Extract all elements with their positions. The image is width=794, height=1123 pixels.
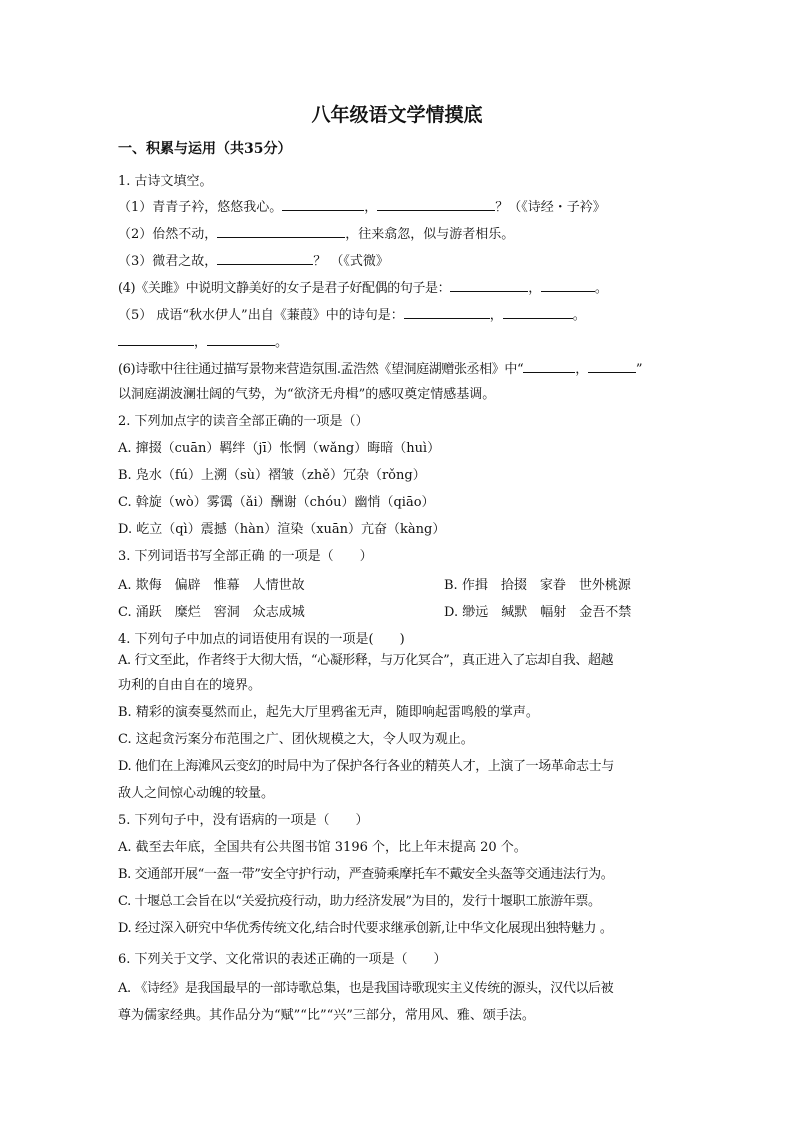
q2-option-b[interactable]: B. 凫水（fú）上溯（sù）褶皱（zhě）冗杂（rǒng） xyxy=(118,468,426,483)
q1-text: ， xyxy=(489,308,503,323)
page-title: 八年级语文学情摸底 xyxy=(311,104,483,126)
q1-text: ， xyxy=(194,335,208,350)
q1-text: ，往来翕忽，似与游者相乐。 xyxy=(345,227,515,242)
q1-text: （1）青青子衿，悠悠我心。 xyxy=(118,200,283,215)
answer-blank[interactable] xyxy=(377,197,495,211)
answer-blank[interactable] xyxy=(450,278,528,292)
q4-option-d[interactable]: D. 他们在上海滩风云变幻的时局中为了保护各行各业的精英人才，上演了一场革命志士与 xyxy=(118,759,614,774)
q1-text: ， xyxy=(528,281,541,296)
q1-line-5 xyxy=(118,305,586,325)
question-2-stem: 2. 下列加点字的读音全部正确的一项是（） xyxy=(118,414,369,429)
q5-option-d[interactable]: D. 经过深入研究中华优秀传统文化,结合时代要求继承创新,让中华文化展现出独特魅力 。 xyxy=(118,921,613,936)
q1-line-4 xyxy=(118,278,607,298)
q2-option-c[interactable]: C. 斡旋（wò）雾霭（ǎi）酬谢（chóu）幽悄（qiāo） xyxy=(118,495,435,510)
q1-line-6b: 以洞庭湖波澜壮阔的气势，为“欲济无舟楫”的感叹奠定情感基调。 xyxy=(118,387,496,402)
answer-blank[interactable] xyxy=(282,197,364,211)
q1-text: ， xyxy=(575,362,588,377)
q1-text: 。 xyxy=(572,308,586,323)
q1-text: (6)诗歌中往往通过描写景物来营造氛围.孟浩然《望洞庭湖赠张丞相》中“ xyxy=(118,362,524,377)
q3-option-c[interactable]: C. 涌跃 糜烂 窖洞 众志成城 xyxy=(118,605,305,620)
q5-option-c[interactable]: C. 十堰总工会旨在以“关爱抗疫行动，助力经济发展”为目的，发行十堰职工旅游年票。 xyxy=(118,894,601,909)
q1-line-5b xyxy=(118,332,288,352)
q3-option-b[interactable]: B. 作揖 拾掇 家眷 世外桃源 xyxy=(444,578,631,593)
question-4-stem: 4. 下列句子中加点的词语使用有误的一项是( ) xyxy=(118,632,405,647)
answer-blank[interactable] xyxy=(217,224,345,238)
q2-option-d[interactable]: D. 屹立（qì）震撼（hàn）渲染（xuān）亢奋（kàng） xyxy=(118,522,446,537)
q4-option-a-cont: 功利的自由自在的境界。 xyxy=(118,678,262,693)
question-6-stem: 6. 下列关于文学、文化常识的表述正确的一项是（ ） xyxy=(118,952,447,967)
q5-option-a[interactable]: A. 截至去年底，全国共有公共图书馆 3196 个，比上年末提高 20 个。 xyxy=(118,840,527,855)
q1-text: （2）佁然不动， xyxy=(118,227,218,242)
q1-line-6 xyxy=(118,359,642,379)
question-5-stem: 5. 下列句子中，没有语病的一项是（ ） xyxy=(118,813,369,828)
q6-option-a-cont: 尊为儒家经典。其作品分为“赋”“比”“兴”三部分，常用风、雅、颂手法。 xyxy=(118,1008,535,1023)
q1-text: ， xyxy=(364,200,378,215)
q4-option-c[interactable]: C. 这起贪污案分布范围之广、团伙规模之大，令人叹为观止。 xyxy=(118,732,474,747)
answer-blank[interactable] xyxy=(207,332,275,346)
answer-blank[interactable] xyxy=(523,359,575,373)
q2-option-a[interactable]: A. 撺掇（cuān）羁绊（jī）怅惘（wǎng）晦暗（huì） xyxy=(118,441,441,456)
answer-blank[interactable] xyxy=(541,278,595,292)
q4-option-a[interactable]: A. 行文至此，作者终于大彻大悟，“心凝形释，与万化冥合”，真正进入了忘却自我、超越 xyxy=(118,653,614,668)
q1-text: ？ （《式微》 xyxy=(313,254,389,269)
section-heading: 一、积累与运用（共35分） xyxy=(118,141,292,157)
answer-blank[interactable] xyxy=(217,251,313,265)
answer-blank[interactable] xyxy=(588,359,636,373)
answer-blank[interactable] xyxy=(118,332,194,346)
q1-line-1 xyxy=(118,197,606,217)
q3-option-a[interactable]: A. 欺侮 偏辟 惟幕 人情世故 xyxy=(118,578,305,593)
q5-option-b[interactable]: B. 交通部开展“一盔一带”安全守护行动，严查骑乘摩托车不戴安全头盔等交通违法行为。 xyxy=(118,867,614,882)
q1-line-2 xyxy=(118,224,514,244)
q1-text: 。 xyxy=(594,281,608,296)
answer-blank[interactable] xyxy=(404,305,490,319)
q1-line-3 xyxy=(118,251,389,271)
q4-option-b[interactable]: B. 精彩的演奏戛然而止，起先大厅里鸦雀无声，随即响起雷鸣般的掌声。 xyxy=(118,705,539,720)
question-1-stem: 1. 古诗文填空。 xyxy=(118,174,213,189)
q3-option-d[interactable]: D. 缈远 缄默 幅射 金吾不禁 xyxy=(444,605,632,620)
q1-text: （3）微君之故， xyxy=(118,254,218,269)
q1-text: 。 xyxy=(275,335,289,350)
q6-option-a[interactable]: A. 《诗经》是我国最早的一部诗歌总集，也是我国诗歌现实主义传统的源头，汉代以后被 xyxy=(118,981,614,996)
q1-text: （5） 成语“秋水伊人”出自《蒹葭》中的诗句是： xyxy=(118,308,404,323)
q4-option-d-cont: 敌人之间惊心动魄的较量。 xyxy=(118,786,275,801)
q1-text: ” xyxy=(635,362,643,377)
q1-text: ？（《诗经・子衿》 xyxy=(495,200,606,215)
question-3-stem: 3. 下列词语书写全部正确 的一项是（ ） xyxy=(118,549,373,564)
q1-text: (4)《关雎》中说明文静美好的女子是君子好配偶的句子是： xyxy=(118,281,451,296)
answer-blank[interactable] xyxy=(503,305,573,319)
